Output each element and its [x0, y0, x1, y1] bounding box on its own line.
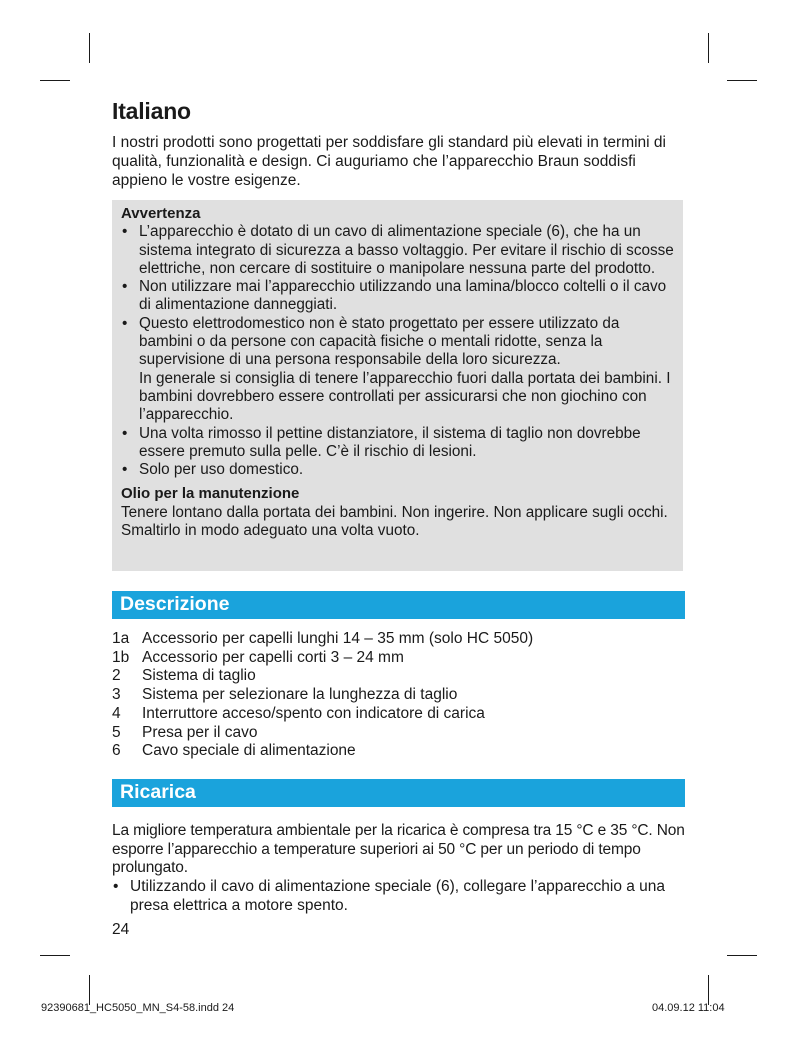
crop-mark [708, 975, 709, 1005]
bullet-icon: • [122, 461, 128, 479]
crop-mark [89, 975, 90, 1005]
bullet-icon: • [122, 223, 128, 241]
page-title: Italiano [112, 98, 191, 124]
crop-mark [727, 955, 757, 956]
list-item: 5 Presa per il cavo [112, 723, 258, 741]
list-item: 2 Sistema di taglio [112, 667, 256, 685]
list-item: 6 Cavo speciale di alimentazione [112, 742, 356, 760]
warning-item: • Solo per uso domestico. [122, 461, 304, 479]
crop-mark [708, 33, 709, 63]
charging-item: • Utilizzando il cavo di alimentazione speciale (6), collegare l’apparecchio a una presa elettrica a motore spento. [113, 878, 666, 914]
bullet-icon: • [122, 424, 128, 442]
warning-item: • L’apparecchio è dotato di un cavo di alimentazione speciale (6), che ha un sistema integrato di sicurezza a basso voltaggio. Per evitare il rischio di scosse elettriche, non cercare di sostituire o manipolare nessuna parte del prodotto. [122, 223, 674, 277]
warning-item: • Questo elettrodomestico non è stato progettato per essere utilizzato da bambini o da persone con capacità fisiche o mentali ridotte, senza la supervisione di una persona responsabile della loro sicurezza. In generale si consiglia di tenere l’apparecchio fuori dalla portata dei bambini. I bambini dovrebbero essere controllati per assicurarsi che non giochino con l’apparecchio. [122, 314, 671, 424]
crop-mark [40, 955, 70, 956]
footer-date: 04.09.12 11:04 [652, 1002, 725, 1014]
warning-heading: Avvertenza [121, 205, 201, 222]
oil-text: Tenere lontano dalla portata dei bambini. Non ingerire. Non applicare sugli occhi. Smaltirlo in modo adeguato una volta vuoto. [121, 503, 668, 540]
list-item: 3 Sistema per selezionare la lunghezza di taglio [112, 686, 458, 704]
crop-mark [727, 80, 757, 81]
charging-section [112, 822, 692, 916]
footer-file: 92390681_HC5050_MN_S4-58.indd 24 [41, 1002, 235, 1014]
list-item: 1a Accessorio per capelli lunghi 14 – 35 mm (solo HC 5050) [112, 630, 534, 647]
warning-list [121, 223, 674, 479]
charging-text: La migliore temperatura ambientale per la ricarica è compresa tra 15 °C e 35 °C. Non esporre l’apparecchio a temperature superiori ai 50 °C per un periodo di tempo prolungato. [112, 822, 685, 877]
list-item: 1b Accessorio per capelli corti 3 – 24 mm [112, 648, 404, 666]
warning-item-extra: In generale si consiglia di tenere l’apparecchio fuori dalla portata dei bambini. I bambini dovrebbero essere controllati per assicurarsi che non giochino con l’apparecchio. [139, 369, 671, 424]
list-item: 4 Interruttore acceso/spento con indicatore di carica [112, 704, 485, 722]
charging-list [112, 878, 692, 915]
section-heading-charging: Ricarica [112, 779, 685, 807]
warning-item: • Non utilizzare mai l’apparecchio utilizzando una lamina/blocco coltelli o il cavo di alimentazione danneggiati. [122, 278, 667, 314]
bullet-icon: • [122, 314, 128, 332]
warning-item: • Una volta rimosso il pettine distanziatore, il sistema di taglio non dovrebbe essere premuto sulla pelle. C’è il rischio di lesioni. [122, 424, 641, 460]
bullet-icon: • [122, 278, 128, 296]
section-heading-description: Descrizione [112, 591, 685, 619]
intro-paragraph: I nostri prodotti sono progettati per soddisfare gli standard più elevati in termini di qualità, funzionalità e design. Ci auguriamo che l’apparecchio Braun soddisfi appieno le vostre esigenze. [112, 134, 666, 189]
parts-list [112, 630, 533, 761]
crop-mark [40, 80, 70, 81]
warning-box [112, 200, 683, 571]
page-number: 24 [112, 921, 130, 938]
crop-mark [89, 33, 90, 63]
oil-heading: Olio per la manutenzione [121, 485, 300, 503]
bullet-icon: • [113, 878, 119, 896]
